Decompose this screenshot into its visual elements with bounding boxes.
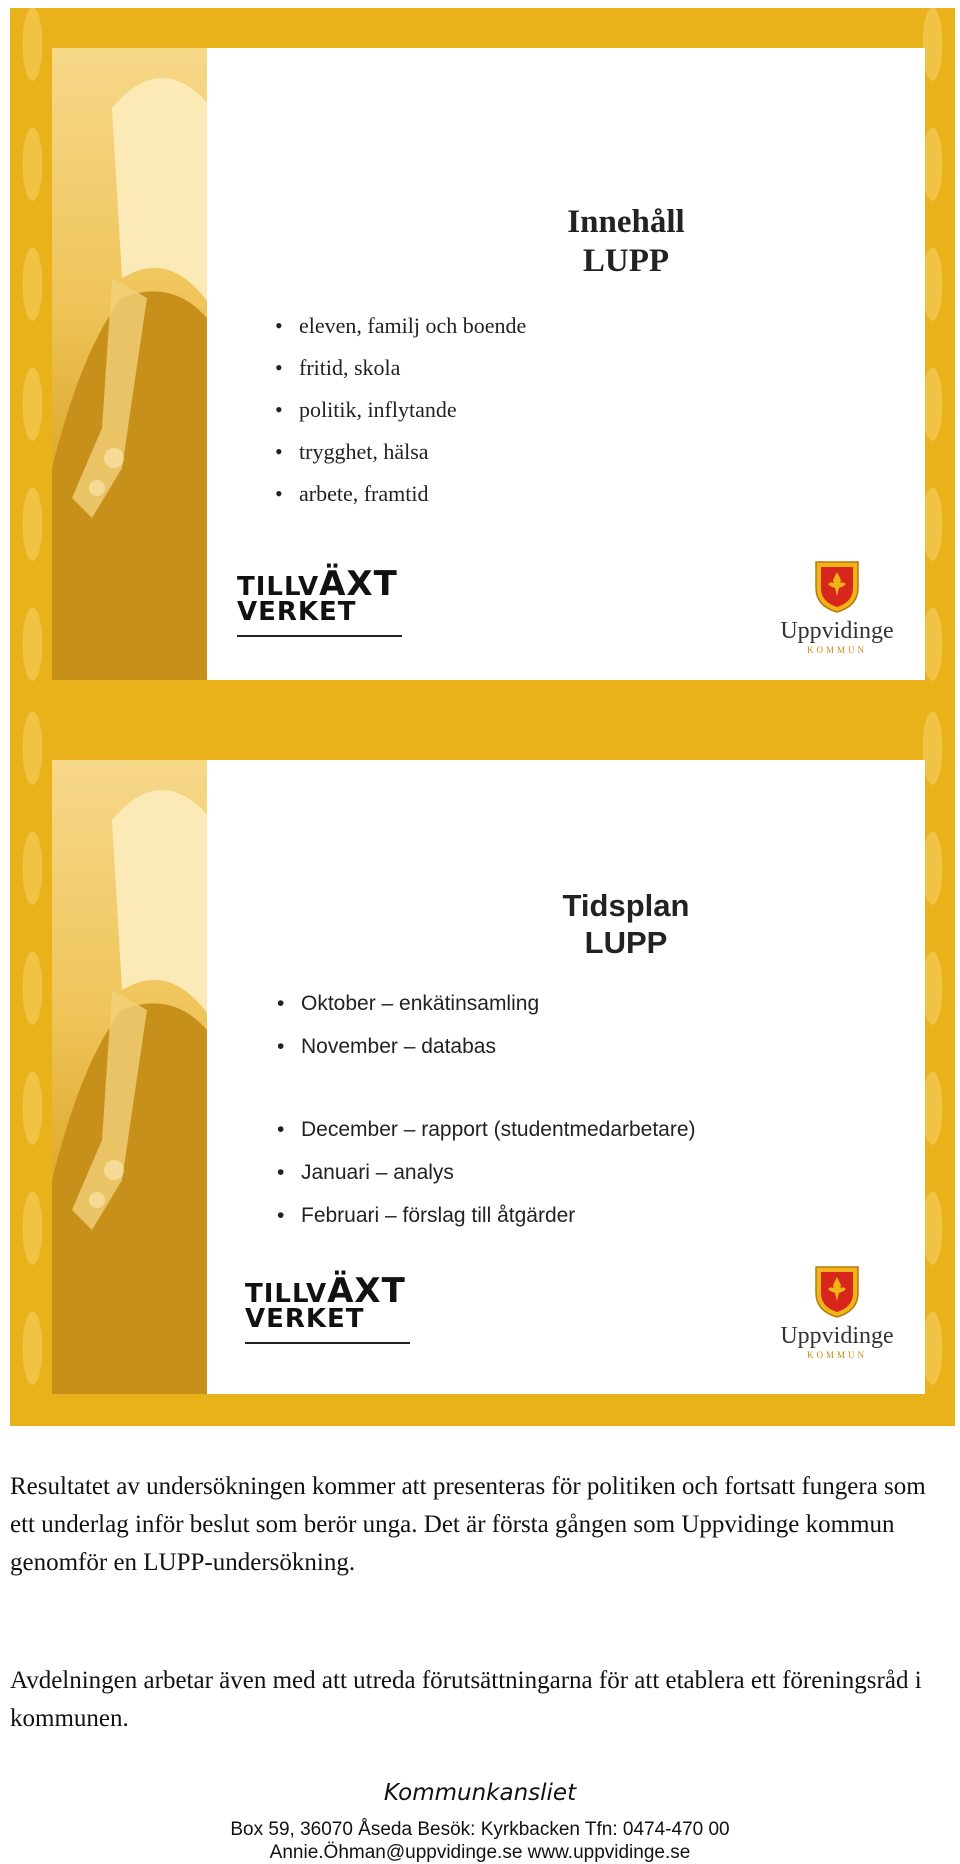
slide-border-pattern <box>10 712 55 1426</box>
tillvaxt-logo-line2: VERKET <box>245 1304 365 1335</box>
bullet-item: • arbete, framtid <box>275 481 526 523</box>
slide-bullet-list <box>277 1118 696 1247</box>
saxophone-player-illustration <box>52 760 207 1394</box>
bullet-item: • Februari – förslag till åtgärder <box>277 1204 696 1247</box>
uppvidinge-sub: KOMMUN <box>806 1350 867 1360</box>
footer-address: Box 59, 36070 Åseda Besök: Kyrkbacken Tfn: 0474-470 00 <box>230 1819 730 1840</box>
slide-bullet-list <box>275 313 526 523</box>
logo-underline <box>237 635 402 637</box>
bullet-item: • December – rapport (studentmedarbetare) <box>277 1118 696 1161</box>
bullet-item: • politik, inflytande <box>275 397 526 439</box>
tillvaxt-logo-part2: ÄXT <box>327 1271 406 1311</box>
body-paragraph: Avdelningen arbetar även med att utreda förutsättningarna för att etablera ett föreningsråd i kommunen. <box>10 1667 922 1732</box>
tillvaxt-logo-line2: VERKET <box>237 597 357 628</box>
slide-title <box>207 888 925 961</box>
slide-title <box>207 203 925 281</box>
body-paragraph: Resultatet av undersökningen kommer att presenteras för politiken och fortsatt fungera som ett underlag inför beslut som berör unga. Det är första gången som Uppvidinge kommun genomför en LUPP-undersökning. <box>10 1473 926 1576</box>
saxophone-player-illustration <box>52 48 207 680</box>
slide-content-panel <box>207 48 925 680</box>
slide-bullet-list <box>277 992 539 1078</box>
logo-underline <box>245 1342 410 1344</box>
slide-content-panel <box>207 760 925 1394</box>
tillvaxt-logo-part1: TILLV <box>245 1279 328 1309</box>
uppvidinge-name: Uppvidinge <box>780 618 894 644</box>
footer-office: Kommunkansliet <box>383 1780 577 1806</box>
footer-contact: Annie.Öhman@uppvidinge.se www.uppvidinge.se <box>269 1842 691 1863</box>
coat-of-arms-icon <box>814 560 860 614</box>
tillvaxtverket-logo <box>245 1271 410 1344</box>
tillvaxt-logo-part1: TILLV <box>237 572 320 602</box>
uppvidinge-logo <box>767 1265 907 1360</box>
bullet-item: • Oktober – enkätinsamling <box>277 992 539 1035</box>
bullet-item: • Januari – analys <box>277 1161 696 1204</box>
slide-border-pattern <box>10 8 55 712</box>
slide-title-line2: LUPP <box>582 242 670 279</box>
tillvaxtverket-logo <box>237 564 402 637</box>
uppvidinge-name: Uppvidinge <box>780 1323 894 1349</box>
saxophone-player-photo <box>52 48 207 680</box>
bullet-item: • trygghet, hälsa <box>275 439 526 481</box>
slide-title-line2: LUPP <box>584 924 668 960</box>
slide-tidsplan <box>10 712 955 1426</box>
tillvaxt-logo-part2: ÄXT <box>319 564 398 604</box>
bullet-item: • eleven, familj och boende <box>275 313 526 355</box>
slide-title-line1: Tidsplan <box>562 888 690 923</box>
slide-innehall <box>10 8 955 712</box>
uppvidinge-logo <box>767 560 907 655</box>
bullet-item: • November – databas <box>277 1035 539 1078</box>
bullet-item: • fritid, skola <box>275 355 526 397</box>
slide-title-line1: Innehåll <box>567 204 685 240</box>
uppvidinge-sub: KOMMUN <box>806 645 867 655</box>
saxophone-player-photo <box>52 760 207 1394</box>
coat-of-arms-icon <box>814 1265 860 1319</box>
